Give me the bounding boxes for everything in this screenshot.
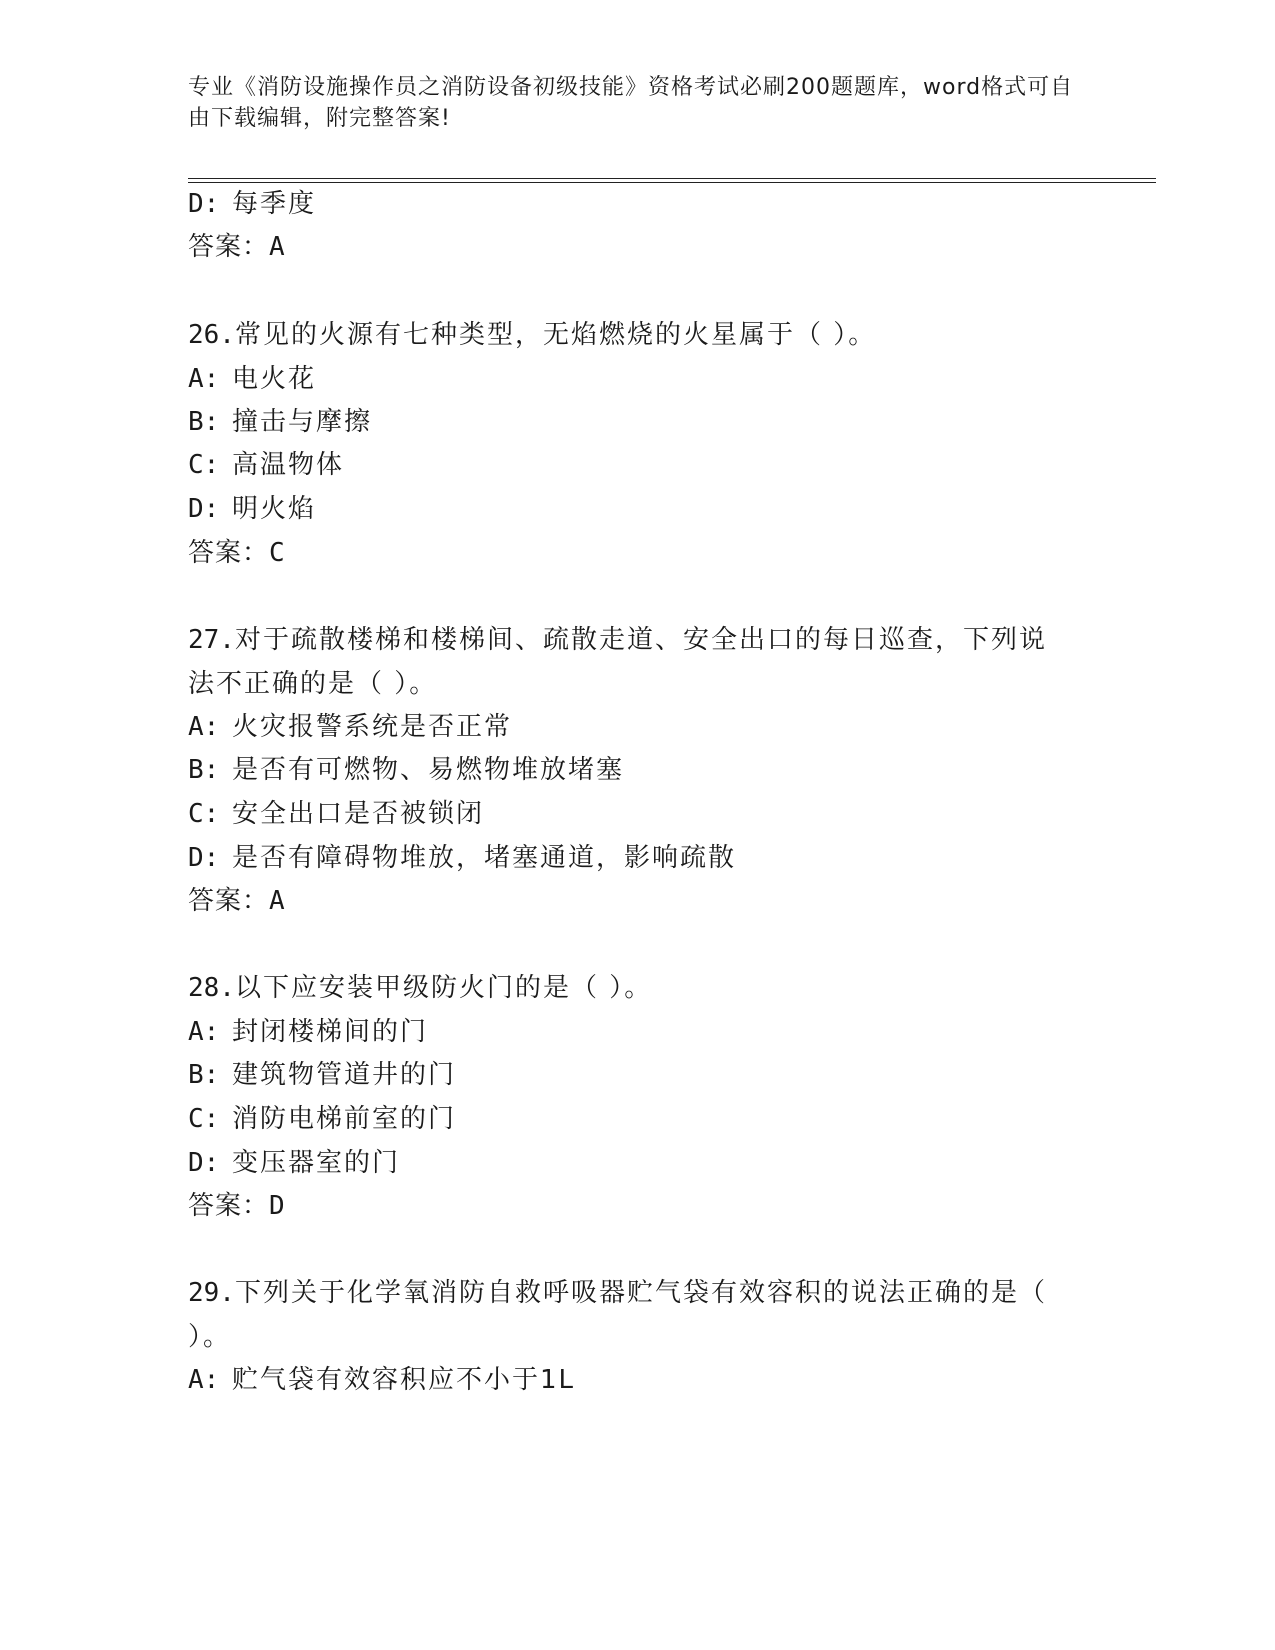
option-label: D: [188, 189, 220, 219]
question-28-answer [188, 1188, 1088, 1224]
option-text: 高温物体 [232, 450, 345, 480]
question-26-option-a [188, 361, 1088, 397]
option-text: 安全出口是否被锁闭 [232, 799, 485, 829]
option-label: C: [188, 450, 220, 480]
answer-value: A [269, 232, 286, 262]
option-text: 每季度 [232, 189, 317, 219]
question-29-option-a [188, 1362, 1088, 1398]
option-text: 明火焰 [232, 494, 317, 524]
question-28-option-d [188, 1145, 1088, 1181]
answer-label: 答案： [188, 1191, 270, 1221]
option-label: D: [188, 1148, 220, 1178]
option-label: D: [188, 843, 220, 873]
option-label: B: [188, 407, 220, 437]
question-26-option-c [188, 447, 1088, 483]
question-28-option-c [188, 1101, 1088, 1137]
option-text: 是否有可燃物、易燃物堆放堵塞 [232, 755, 625, 785]
question-28-stem [188, 970, 1088, 1006]
option-label: A: [188, 712, 220, 742]
question-29-stem-continued [188, 1319, 1088, 1355]
answer-label: 答案： [188, 232, 270, 262]
option-text: 建筑物管道井的门 [232, 1060, 457, 1090]
question-text: 常见的火源有七种类型，无焰燃烧的火星属于（ ）。 [234, 320, 877, 350]
question-text: 对于疏散楼梯和楼梯间、疏散走道、安全出口的每日巡查，下列说 [234, 625, 1047, 655]
question-27-option-b [188, 752, 1088, 788]
question-number: 29. [188, 1278, 235, 1308]
option-text: 变压器室的门 [232, 1148, 401, 1178]
question-27-option-c [188, 796, 1088, 832]
option-label: D: [188, 494, 220, 524]
option-label: A: [188, 1365, 220, 1395]
answer-label: 答案： [188, 538, 270, 568]
question-27-option-d [188, 840, 1088, 876]
option-text: 贮气袋有效容积应不小于1L [232, 1365, 576, 1395]
question-number: 27. [188, 625, 235, 655]
question-number: 28. [188, 973, 235, 1003]
option-text: 电火花 [232, 364, 317, 394]
question-26-option-b [188, 404, 1088, 440]
option-text: 封闭楼梯间的门 [232, 1017, 429, 1047]
option-label: C: [188, 799, 220, 829]
question-26-answer [188, 535, 1088, 571]
question-27-option-a [188, 709, 1088, 745]
header-divider-bottom [188, 182, 1156, 183]
option-label: B: [188, 755, 220, 785]
question-26-option-d [188, 491, 1088, 527]
question-number: 26. [188, 320, 235, 350]
option-text: 撞击与摩擦 [232, 407, 373, 437]
option-label: B: [188, 1060, 220, 1090]
answer-value: C [269, 538, 286, 568]
prev-answer [188, 229, 1088, 265]
option-text: 是否有障碍物堆放，堵塞通道，影响疏散 [232, 843, 737, 873]
question-28-option-a [188, 1014, 1088, 1050]
prev-option-d [188, 186, 1088, 222]
question-text: 法不正确的是（ ）。 [188, 669, 438, 699]
header-text: 专业《消防设施操作员之消防设备初级技能》资格考试必刷200题题库，word格式可自由下载编辑，附完整答案! [188, 75, 1074, 131]
option-label: A: [188, 364, 220, 394]
question-27-stem [188, 622, 1088, 658]
question-27-answer [188, 883, 1088, 919]
answer-value: D [269, 1191, 286, 1221]
answer-label: 答案： [188, 886, 270, 916]
question-26-stem [188, 317, 1088, 353]
question-text: 以下应安装甲级防火门的是（ ）。 [234, 973, 653, 1003]
question-text: ）。 [188, 1322, 232, 1352]
option-label: C: [188, 1104, 220, 1134]
option-text: 消防电梯前室的门 [232, 1104, 457, 1134]
answer-value: A [269, 886, 286, 916]
option-label: A: [188, 1017, 220, 1047]
question-text: 下列关于化学氧消防自救呼吸器贮气袋有效容积的说法正确的是（ [234, 1278, 1047, 1308]
question-28-option-b [188, 1057, 1088, 1093]
option-text: 火灾报警系统是否正常 [232, 712, 513, 742]
question-29-stem [188, 1275, 1088, 1311]
document-header [188, 72, 1078, 134]
question-27-stem-continued [188, 666, 1088, 702]
header-divider-top [188, 178, 1156, 179]
